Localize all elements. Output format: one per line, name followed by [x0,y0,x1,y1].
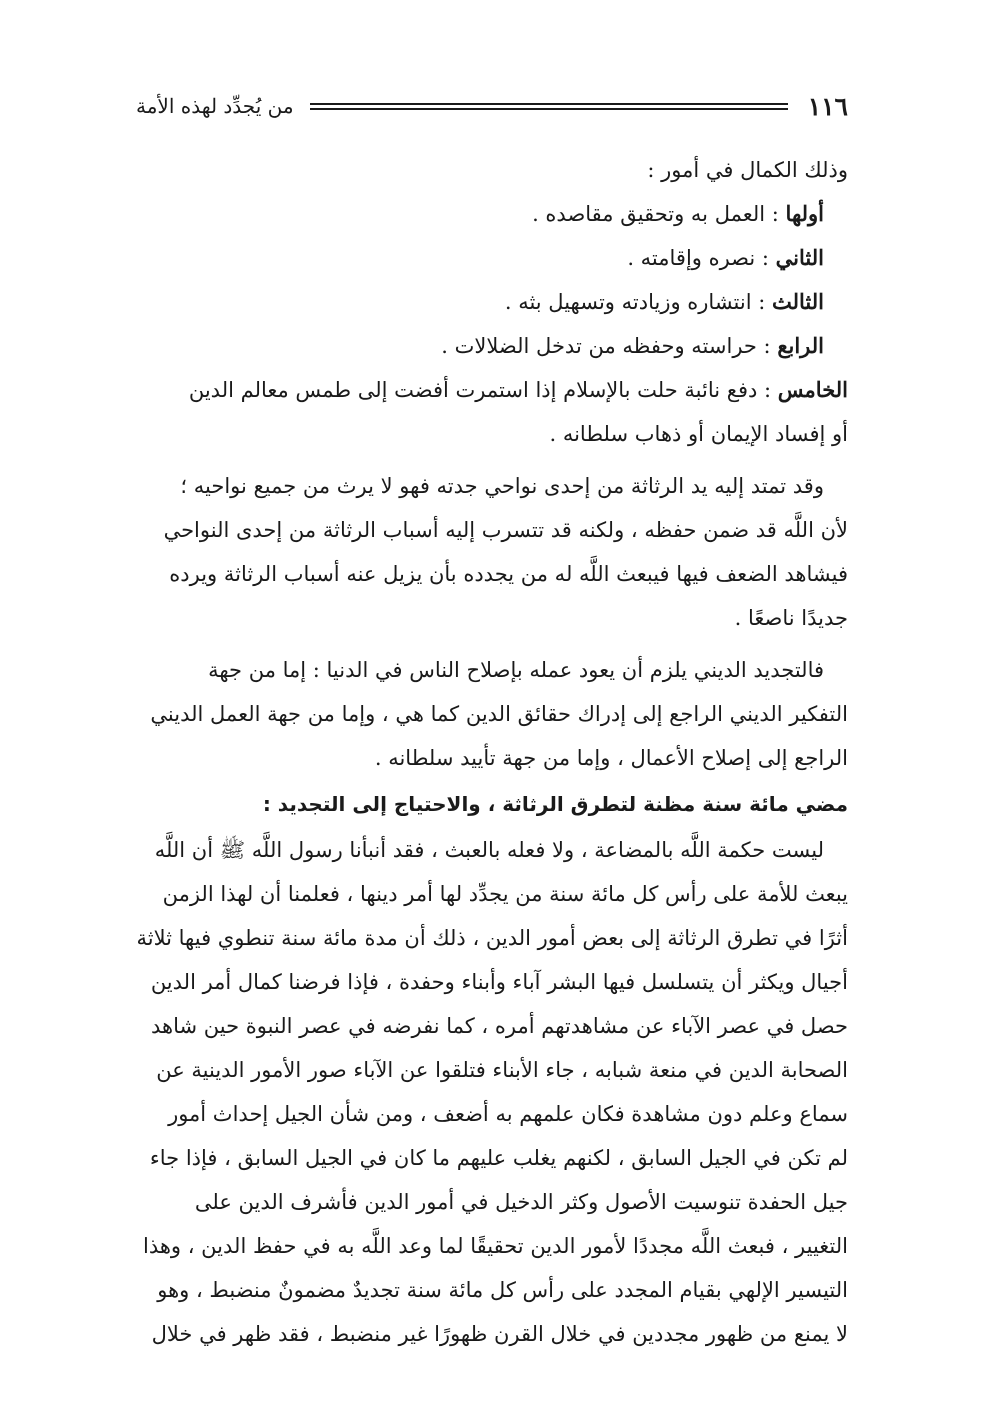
list-item-text: : انتشاره وزيادته وتسهيل بثه . [504,290,772,314]
paragraph-line: الصحابة الدين في منعة شبابه ، جاء الأبناء فتلقوا عن الآباء صور الأمور الدينية عن [156,1058,848,1082]
list-item-1 [136,192,848,236]
paragraph-line: يبعث للأمة على رأس كل مائة سنة من يجدِّد لها أمر دينها ، فعلمنا أن لهذا الزمن [162,882,848,906]
paragraph-line: فيشاهد الضعف فيها فيبعث اللَّه له من يجدده بأن يزيل عنه أسباب الرثاثة ويرده [169,562,848,586]
list-item-label: الخامس [777,377,848,402]
section-heading: مضي مائة سنة مظنة لتطرق الرثاثة ، والاحتياج إلى التجديد : [262,792,848,816]
paragraph-line: سماع وعلم دون مشاهدة فكان علمهم به أضعف ، ومن شأن الجيل إحداث أمور [168,1102,848,1126]
paragraph-line: ليست حكمة اللَّه بالمضاعة ، ولا فعله بالعبث ، فقد أنبأنا رسول اللَّه ﷺ أن اللَّه [154,838,824,862]
paragraph-line: لأن اللَّه قد ضمن حفظه ، ولكنه قد تتسرب إليه أسباب الرثاثة من إحدى النواحي [163,518,848,542]
paragraph-line: التغيير ، فبعث اللَّه مجددًا لأمور الدين تحقيقًا لما وعد اللَّه به في حفظ الدين ، وهذا [142,1234,848,1258]
paragraph-line: وقد تمتد إليه يد الرثاثة من إحدى نواحي جدته فهو لا يرث من جميع نواحيه ؛ [180,474,824,498]
paragraph-line: جيل الحفدة تنوسيت الأصول وكثر الدخيل في أمور الدين فأشرف الدين على [194,1190,848,1214]
paragraph-line: التيسير الإلهي بقيام المجدد على رأس كل مائة سنة تجديدٌ مضمونٌ منضبط ، وهو [157,1278,848,1302]
paragraph-line: جديدًا ناصعًا . [734,606,848,630]
paragraph-line: أثرًا في تطرق الرثاثة إلى بعض أمور الدين ، ذلك أن مدة مائة سنة تنطوي فيها ثلاثة [136,926,848,950]
running-title: من يُجدِّد لهذه الأمة [136,94,294,118]
list-item-2 [136,236,848,280]
paragraph-line: لا يمنع من ظهور مجددين في خلال القرن ظهورًا غير منضبط ، فقد ظهر في خلال [151,1322,848,1346]
list-item-4 [136,324,848,368]
list-item-5 [136,368,848,412]
paragraph-line: فالتجديد الديني يلزم أن يعود عمله بإصلاح الناس في الدنيا : إما من جهة [208,658,824,682]
list-item-label: الثالث [772,289,824,314]
list-item-3 [136,280,848,324]
paragraph-line: الراجع إلى إصلاح الأعمال ، وإما من جهة تأييد سلطانه . [374,746,848,770]
paragraph-line: حصل في عصر الآباء عن مشاهدتهم أمره ، كما نفرضه في عصر النبوة حين شاهد [151,1014,848,1038]
page-number: ١١٦ [807,91,848,121]
list-item-label: أولها [785,201,824,226]
paragraph-line: التفكير الديني الراجع إلى إدراك حقائق الدين كما هي ، وإما من جهة العمل الديني [150,702,848,726]
list-item-label: الرابع [777,333,824,358]
list-item-text: : العمل به وتحقيق مقاصده . [532,202,786,226]
header-rule [310,103,788,110]
intro-line: وذلك الكمال في أمور : [647,158,848,182]
page-body [136,148,848,1356]
list-item-label: الثاني [775,245,824,270]
list-item-text: : حراسته وحفظه من تدخل الضلالات . [441,334,778,358]
spacer [136,640,848,648]
spacer [136,456,848,464]
page-header [136,86,848,126]
list-item-5-continued: أو إفساد الإيمان أو ذهاب سلطانه . [549,422,848,446]
list-item-text: : دفع نائبة حلت بالإسلام إذا استمرت أفضت إلى طمس معالم الدين [188,378,778,402]
list-item-text: : نصره وإقامته . [627,246,776,270]
paragraph-line: لم تكن في الجيل السابق ، لكنهم يغلب عليهم ما كان في الجيل السابق ، فإذا جاء [149,1146,848,1170]
paragraph-line: أجيال ويكثر أن يتسلسل فيها البشر آباء وأبناء وحفدة ، فإذا فرضنا كمال أمر الدين [150,970,848,994]
